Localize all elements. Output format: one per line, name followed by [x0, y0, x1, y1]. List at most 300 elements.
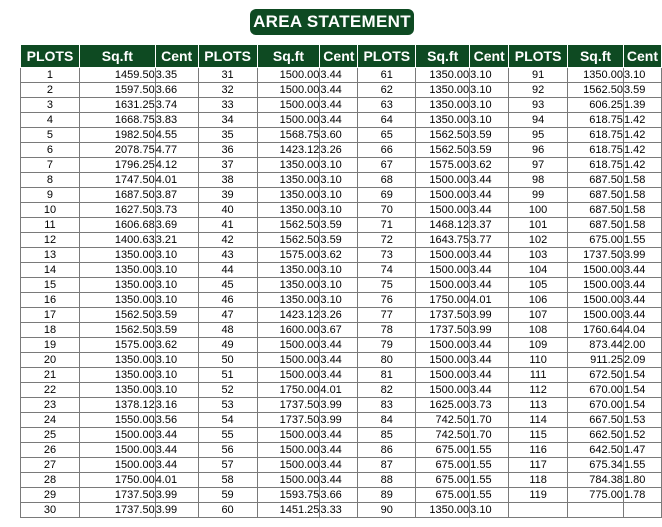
sqft-cell: 1643.75 — [416, 233, 470, 248]
sqft-cell: 1350.00 — [257, 188, 320, 203]
plot-number-cell: 48 — [198, 323, 257, 338]
plot-number-cell: 49 — [198, 338, 257, 353]
cent-cell: 1.52 — [623, 428, 661, 443]
sqft-cell: 1575.00 — [416, 158, 470, 173]
plot-number-cell — [509, 503, 568, 518]
plot-number-cell: 39 — [198, 188, 257, 203]
cent-cell: 2.09 — [623, 353, 661, 368]
cent-cell: 3.10 — [155, 383, 198, 398]
plot-number-cell: 119 — [509, 488, 568, 503]
cent-cell: 3.10 — [320, 158, 358, 173]
cent-cell: 1.39 — [623, 98, 661, 113]
plot-number-cell: 95 — [509, 128, 568, 143]
plot-number-cell: 109 — [509, 338, 568, 353]
plot-number-cell: 28 — [21, 473, 80, 488]
sqft-cell: 1350.00 — [79, 248, 155, 263]
sqft-cell: 1350.00 — [416, 83, 470, 98]
sqft-cell: 618.75 — [568, 113, 624, 128]
plot-number-cell: 110 — [509, 353, 568, 368]
cent-cell: 3.44 — [470, 263, 509, 278]
cent-cell: 3.44 — [155, 458, 198, 473]
sqft-cell: 1760.64 — [568, 323, 624, 338]
plot-number-cell: 93 — [509, 98, 568, 113]
plot-number-cell: 108 — [509, 323, 568, 338]
plot-number-cell: 45 — [198, 278, 257, 293]
sqft-cell: 1500.00 — [79, 428, 155, 443]
plot-number-cell: 1 — [21, 68, 80, 83]
cent-cell: 1.54 — [623, 398, 661, 413]
plot-number-cell: 61 — [358, 68, 416, 83]
cent-cell: 4.04 — [623, 323, 661, 338]
plot-number-cell: 12 — [21, 233, 80, 248]
plot-number-cell: 72 — [358, 233, 416, 248]
cent-cell: 1.70 — [470, 428, 509, 443]
table-row — [21, 248, 662, 263]
sqft-cell: 1593.75 — [257, 488, 320, 503]
table-row — [21, 278, 662, 293]
table-row — [21, 143, 662, 158]
plot-number-cell: 43 — [198, 248, 257, 263]
table-row — [21, 98, 662, 113]
cent-cell: 3.56 — [155, 413, 198, 428]
sqft-cell: 1500.00 — [568, 293, 624, 308]
sqft-cell: 1350.00 — [257, 278, 320, 293]
sqft-cell: 1606.68 — [79, 218, 155, 233]
plot-number-cell: 19 — [21, 338, 80, 353]
cent-cell: 3.83 — [155, 113, 198, 128]
table-row — [21, 338, 662, 353]
plot-number-cell: 71 — [358, 218, 416, 233]
sqft-cell: 1600.00 — [257, 323, 320, 338]
cent-cell: 3.21 — [155, 233, 198, 248]
sqft-cell: 1459.50 — [79, 68, 155, 83]
cent-cell: 1.80 — [623, 473, 661, 488]
cent-cell: 3.59 — [155, 308, 198, 323]
cent-cell: 3.44 — [470, 203, 509, 218]
sqft-cell: 1350.00 — [257, 203, 320, 218]
cent-cell: 3.99 — [470, 323, 509, 338]
sqft-cell: 1451.25 — [257, 503, 320, 518]
sqft-cell: 1350.00 — [416, 503, 470, 518]
plot-number-cell: 77 — [358, 308, 416, 323]
column-header-plots: PLOTS — [21, 45, 80, 68]
sqft-cell: 1500.00 — [79, 458, 155, 473]
plot-number-cell: 20 — [21, 353, 80, 368]
plot-number-cell: 65 — [358, 128, 416, 143]
cent-cell: 1.42 — [623, 128, 661, 143]
plot-number-cell: 32 — [198, 83, 257, 98]
sqft-cell: 1737.50 — [416, 308, 470, 323]
table-row — [21, 368, 662, 383]
cent-cell: 3.10 — [320, 293, 358, 308]
sqft-cell: 1737.50 — [257, 398, 320, 413]
sqft-cell: 675.00 — [416, 458, 470, 473]
cent-cell: 3.44 — [155, 428, 198, 443]
table-row — [21, 203, 662, 218]
cent-cell: 3.10 — [155, 353, 198, 368]
plot-number-cell: 3 — [21, 98, 80, 113]
plot-number-cell: 81 — [358, 368, 416, 383]
plot-number-cell: 75 — [358, 278, 416, 293]
sqft-cell: 911.25 — [568, 353, 624, 368]
sqft-cell — [568, 503, 624, 518]
cent-cell: 3.35 — [155, 68, 198, 83]
cent-cell: 3.10 — [155, 368, 198, 383]
sqft-cell: 1737.50 — [257, 413, 320, 428]
plot-number-cell: 76 — [358, 293, 416, 308]
sqft-cell: 687.50 — [568, 203, 624, 218]
cent-cell: 3.74 — [155, 98, 198, 113]
sqft-cell: 1350.00 — [257, 293, 320, 308]
sqft-cell: 1796.25 — [79, 158, 155, 173]
cent-cell: 3.26 — [320, 143, 358, 158]
table-row — [21, 263, 662, 278]
plot-number-cell: 56 — [198, 443, 257, 458]
sqft-cell: 1500.00 — [416, 248, 470, 263]
sqft-cell: 1500.00 — [568, 308, 624, 323]
cent-cell: 3.33 — [320, 503, 358, 518]
cent-cell: 3.44 — [623, 278, 661, 293]
sqft-cell: 1350.00 — [416, 113, 470, 128]
sqft-cell: 618.75 — [568, 143, 624, 158]
cent-cell: 3.44 — [320, 458, 358, 473]
plot-number-cell: 2 — [21, 83, 80, 98]
plot-number-cell: 99 — [509, 188, 568, 203]
cent-cell: 3.59 — [470, 143, 509, 158]
sqft-cell: 1668.75 — [79, 113, 155, 128]
cent-cell: 3.10 — [320, 203, 358, 218]
sqft-cell: 1500.00 — [568, 278, 624, 293]
cent-cell: 3.69 — [155, 218, 198, 233]
sqft-cell: 1350.00 — [79, 278, 155, 293]
cent-cell: 1.70 — [470, 413, 509, 428]
sqft-cell: 1500.00 — [257, 83, 320, 98]
sqft-cell: 675.00 — [568, 233, 624, 248]
plot-number-cell: 63 — [358, 98, 416, 113]
cent-cell: 3.77 — [470, 233, 509, 248]
sqft-cell: 687.50 — [568, 173, 624, 188]
cent-cell: 1.58 — [623, 188, 661, 203]
plot-number-cell: 62 — [358, 83, 416, 98]
plot-number-cell: 68 — [358, 173, 416, 188]
column-header-plots: PLOTS — [509, 45, 568, 68]
plot-number-cell: 94 — [509, 113, 568, 128]
column-header-cent: Cent — [155, 45, 198, 68]
cent-cell: 1.58 — [623, 173, 661, 188]
cent-cell: 3.44 — [320, 353, 358, 368]
plot-number-cell: 67 — [358, 158, 416, 173]
sqft-cell: 1500.00 — [416, 353, 470, 368]
sqft-cell: 1597.50 — [79, 83, 155, 98]
plot-number-cell: 9 — [21, 188, 80, 203]
cent-cell: 3.44 — [470, 338, 509, 353]
column-header-plots: PLOTS — [358, 45, 416, 68]
sqft-cell: 873.44 — [568, 338, 624, 353]
cent-cell: 3.44 — [623, 293, 661, 308]
sqft-cell: 1350.00 — [79, 293, 155, 308]
sqft-cell: 1687.50 — [79, 188, 155, 203]
plot-number-cell: 16 — [21, 293, 80, 308]
cent-cell: 3.59 — [470, 128, 509, 143]
plot-number-cell: 50 — [198, 353, 257, 368]
sqft-cell: 1500.00 — [257, 98, 320, 113]
cent-cell: 3.44 — [155, 443, 198, 458]
sqft-cell: 1747.50 — [79, 173, 155, 188]
cent-cell: 3.10 — [320, 278, 358, 293]
sqft-cell: 1500.00 — [257, 113, 320, 128]
plot-number-cell: 101 — [509, 218, 568, 233]
plot-number-cell: 86 — [358, 443, 416, 458]
sqft-cell: 1562.50 — [416, 128, 470, 143]
sqft-cell: 1562.50 — [416, 143, 470, 158]
sqft-cell: 1500.00 — [416, 263, 470, 278]
table-row — [21, 398, 662, 413]
sqft-cell: 1500.00 — [257, 458, 320, 473]
cent-cell: 3.59 — [320, 233, 358, 248]
sqft-cell: 1575.00 — [79, 338, 155, 353]
plot-number-cell: 4 — [21, 113, 80, 128]
cent-cell: 3.59 — [623, 83, 661, 98]
cent-cell: 3.10 — [320, 263, 358, 278]
cent-cell: 3.44 — [320, 368, 358, 383]
column-header-sqft: Sq.ft — [416, 45, 470, 68]
plot-number-cell: 23 — [21, 398, 80, 413]
table-row — [21, 218, 662, 233]
plot-number-cell: 35 — [198, 128, 257, 143]
sqft-cell: 1500.00 — [257, 443, 320, 458]
cent-cell: 3.10 — [470, 68, 509, 83]
cent-cell: 3.44 — [470, 188, 509, 203]
sqft-cell: 775.00 — [568, 488, 624, 503]
sqft-cell: 618.75 — [568, 158, 624, 173]
plot-number-cell: 27 — [21, 458, 80, 473]
cent-cell: 3.10 — [155, 293, 198, 308]
plot-number-cell: 31 — [198, 68, 257, 83]
sqft-cell: 675.34 — [568, 458, 624, 473]
plot-number-cell: 87 — [358, 458, 416, 473]
table-row — [21, 443, 662, 458]
cent-cell: 3.67 — [320, 323, 358, 338]
sqft-cell: 1500.00 — [416, 383, 470, 398]
cent-cell: 1.54 — [623, 383, 661, 398]
column-header-cent: Cent — [320, 45, 358, 68]
cent-cell: 1.42 — [623, 113, 661, 128]
column-header-cent: Cent — [623, 45, 661, 68]
plot-number-cell: 33 — [198, 98, 257, 113]
cent-cell: 3.10 — [470, 83, 509, 98]
plot-number-cell: 57 — [198, 458, 257, 473]
plot-number-cell: 82 — [358, 383, 416, 398]
plot-number-cell: 52 — [198, 383, 257, 398]
cent-cell: 1.55 — [470, 473, 509, 488]
cent-cell: 3.87 — [155, 188, 198, 203]
cent-cell: 1.58 — [623, 203, 661, 218]
plot-number-cell: 7 — [21, 158, 80, 173]
cent-cell: 3.37 — [470, 218, 509, 233]
cent-cell: 1.78 — [623, 488, 661, 503]
cent-cell: 3.62 — [470, 158, 509, 173]
sqft-cell: 1750.00 — [257, 383, 320, 398]
sqft-cell: 1350.00 — [79, 368, 155, 383]
table-row — [21, 323, 662, 338]
cent-cell: 3.66 — [320, 488, 358, 503]
plot-number-cell: 74 — [358, 263, 416, 278]
sqft-cell: 1350.00 — [79, 383, 155, 398]
sqft-cell: 606.25 — [568, 98, 624, 113]
plot-number-cell: 116 — [509, 443, 568, 458]
plot-number-cell: 66 — [358, 143, 416, 158]
table-row — [21, 83, 662, 98]
plot-number-cell: 105 — [509, 278, 568, 293]
table-row — [21, 413, 662, 428]
cent-cell: 3.62 — [155, 338, 198, 353]
plot-number-cell: 84 — [358, 413, 416, 428]
cent-cell: 3.66 — [155, 83, 198, 98]
cent-cell: 3.44 — [320, 338, 358, 353]
table-row — [21, 458, 662, 473]
column-header-plots: PLOTS — [198, 45, 257, 68]
sqft-cell: 672.50 — [568, 368, 624, 383]
cent-cell: 4.01 — [155, 473, 198, 488]
plot-number-cell: 91 — [509, 68, 568, 83]
sqft-cell: 1737.50 — [416, 323, 470, 338]
cent-cell: 3.99 — [320, 413, 358, 428]
plot-number-cell: 85 — [358, 428, 416, 443]
plot-number-cell: 55 — [198, 428, 257, 443]
plot-number-cell: 53 — [198, 398, 257, 413]
cent-cell: 3.44 — [320, 443, 358, 458]
sqft-cell: 1500.00 — [416, 203, 470, 218]
plot-number-cell: 14 — [21, 263, 80, 278]
cent-cell: 3.59 — [155, 323, 198, 338]
sqft-cell: 1575.00 — [257, 248, 320, 263]
cent-cell: 3.10 — [155, 263, 198, 278]
plot-number-cell: 54 — [198, 413, 257, 428]
plot-number-cell: 114 — [509, 413, 568, 428]
cent-cell: 3.44 — [623, 308, 661, 323]
plot-number-cell: 113 — [509, 398, 568, 413]
sqft-cell: 618.75 — [568, 128, 624, 143]
cent-cell: 3.10 — [623, 68, 661, 83]
plot-number-cell: 41 — [198, 218, 257, 233]
cent-cell: 1.42 — [623, 143, 661, 158]
plot-number-cell: 80 — [358, 353, 416, 368]
plot-number-cell: 17 — [21, 308, 80, 323]
cent-cell: 3.62 — [320, 248, 358, 263]
cent-cell: 3.44 — [470, 173, 509, 188]
sqft-cell: 1625.00 — [416, 398, 470, 413]
plot-number-cell: 111 — [509, 368, 568, 383]
sqft-cell: 1350.00 — [79, 263, 155, 278]
sqft-cell: 642.50 — [568, 443, 624, 458]
cent-cell: 1.55 — [623, 233, 661, 248]
sqft-cell: 1562.50 — [79, 323, 155, 338]
plot-number-cell: 6 — [21, 143, 80, 158]
plot-number-cell: 10 — [21, 203, 80, 218]
table-row — [21, 473, 662, 488]
cent-cell: 4.55 — [155, 128, 198, 143]
cent-cell: 3.44 — [623, 263, 661, 278]
sqft-cell: 1550.00 — [79, 413, 155, 428]
table-row — [21, 428, 662, 443]
plot-number-cell: 18 — [21, 323, 80, 338]
plot-number-cell: 21 — [21, 368, 80, 383]
plot-number-cell: 100 — [509, 203, 568, 218]
sqft-cell: 1500.00 — [257, 68, 320, 83]
plot-number-cell: 118 — [509, 473, 568, 488]
plot-number-cell: 78 — [358, 323, 416, 338]
plot-number-cell: 96 — [509, 143, 568, 158]
plot-number-cell: 83 — [358, 398, 416, 413]
sqft-cell: 670.00 — [568, 398, 624, 413]
plot-number-cell: 46 — [198, 293, 257, 308]
plot-number-cell: 103 — [509, 248, 568, 263]
table-row — [21, 128, 662, 143]
sqft-cell: 1562.50 — [257, 218, 320, 233]
sqft-cell: 670.00 — [568, 383, 624, 398]
cent-cell: 1.55 — [470, 443, 509, 458]
plot-number-cell: 69 — [358, 188, 416, 203]
cent-cell: 3.99 — [320, 398, 358, 413]
sqft-cell: 1350.00 — [257, 158, 320, 173]
cent-cell: 1.55 — [470, 488, 509, 503]
column-header-sqft: Sq.ft — [257, 45, 320, 68]
plot-number-cell: 70 — [358, 203, 416, 218]
plot-number-cell: 102 — [509, 233, 568, 248]
cent-cell: 4.01 — [470, 293, 509, 308]
plot-number-cell: 58 — [198, 473, 257, 488]
cent-cell: 3.10 — [320, 188, 358, 203]
column-header-sqft: Sq.ft — [79, 45, 155, 68]
plot-number-cell: 38 — [198, 173, 257, 188]
cent-cell: 3.44 — [320, 113, 358, 128]
plot-number-cell: 44 — [198, 263, 257, 278]
cent-cell: 3.44 — [470, 383, 509, 398]
sqft-cell: 1500.00 — [416, 278, 470, 293]
sqft-cell: 784.38 — [568, 473, 624, 488]
sqft-cell: 742.50 — [416, 413, 470, 428]
cent-cell: 3.44 — [470, 248, 509, 263]
sqft-cell: 687.50 — [568, 188, 624, 203]
sqft-cell: 1350.00 — [416, 98, 470, 113]
cent-cell: 3.10 — [470, 98, 509, 113]
table-row — [21, 488, 662, 503]
plot-number-cell: 34 — [198, 113, 257, 128]
sqft-cell: 1750.00 — [79, 473, 155, 488]
sqft-cell: 1500.00 — [416, 338, 470, 353]
sqft-cell: 1627.50 — [79, 203, 155, 218]
plot-number-cell: 29 — [21, 488, 80, 503]
sqft-cell: 742.50 — [416, 428, 470, 443]
plot-number-cell: 107 — [509, 308, 568, 323]
table-row — [21, 188, 662, 203]
sqft-cell: 675.00 — [416, 488, 470, 503]
table-row — [21, 293, 662, 308]
plot-number-cell: 97 — [509, 158, 568, 173]
cent-cell — [623, 503, 661, 518]
plot-number-cell: 37 — [198, 158, 257, 173]
cent-cell: 3.10 — [470, 113, 509, 128]
sqft-cell: 1737.50 — [79, 503, 155, 518]
table-row — [21, 158, 662, 173]
cent-cell: 3.10 — [155, 278, 198, 293]
cent-cell: 1.47 — [623, 443, 661, 458]
sqft-cell: 1350.00 — [79, 353, 155, 368]
sqft-cell: 1423.12 — [257, 308, 320, 323]
cent-cell: 1.54 — [623, 368, 661, 383]
plot-number-cell: 11 — [21, 218, 80, 233]
cent-cell: 3.99 — [470, 308, 509, 323]
